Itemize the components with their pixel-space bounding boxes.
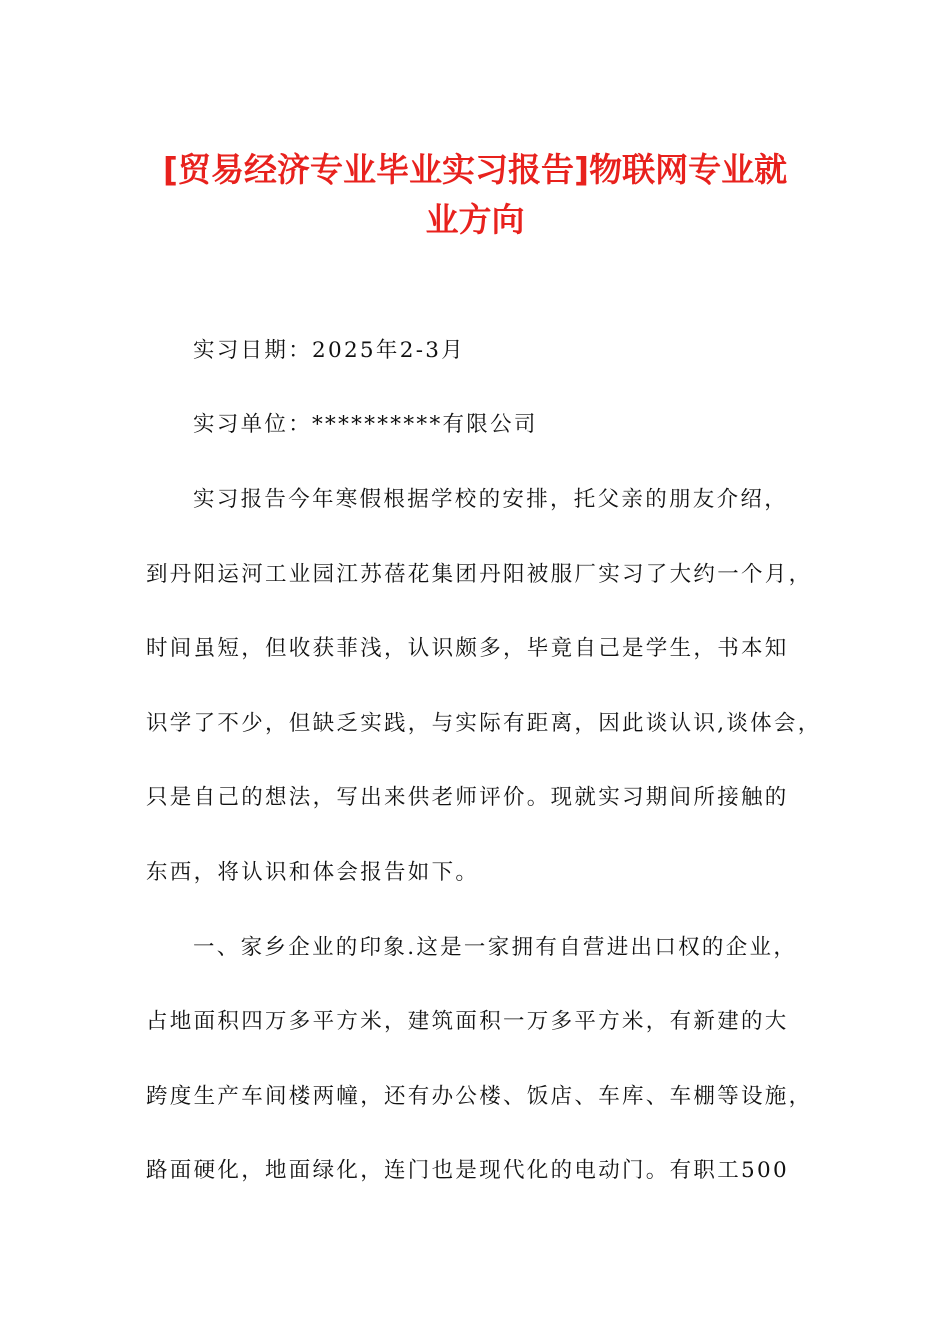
paragraph-line: 实习报告今年寒假根据学校的安排，托父亲的朋友介绍， [193,487,789,512]
paragraph-line: 只是自己的想法，写出来供老师评价。现就实习期间所接触的 [146,785,789,810]
paragraph-line: 到丹阳运河工业园江苏蓓花集团丹阳被服厂实习了大约一个月， [146,562,813,587]
title-line-2: 业方向 [425,200,525,239]
paragraph-line: 跨度生产车间楼两幢，还有办公楼、饭店、车库、车棚等设施， [146,1084,813,1109]
title-line-1: [贸易经济专业毕业实习报告]物联网专业就 [162,150,788,189]
paragraph-line: 东西，将认识和体会报告如下。 [146,860,480,885]
internship-company-line: 实习单位：**********有限公司 [193,412,538,437]
document-title [120,145,830,245]
internship-date-line: 实习日期：2025年2-3月 [193,338,466,363]
paragraph-line: 识学了不少，但缺乏实践，与实际有距离，因此谈认识,谈体会， [146,711,822,736]
paragraph-line: 一、家乡企业的印象.这是一家拥有自营进出口权的企业， [193,935,798,960]
paragraph-line: 时间虽短，但收获菲浅，认识颇多，毕竟自己是学生，书本知 [146,636,789,661]
paragraph-line: 路面硬化，地面绿化，连门也是现代化的电动门。有职工500 [146,1158,789,1183]
paragraph-line: 占地面积四万多平方米，建筑面积一万多平方米，有新建的大 [146,1009,789,1034]
